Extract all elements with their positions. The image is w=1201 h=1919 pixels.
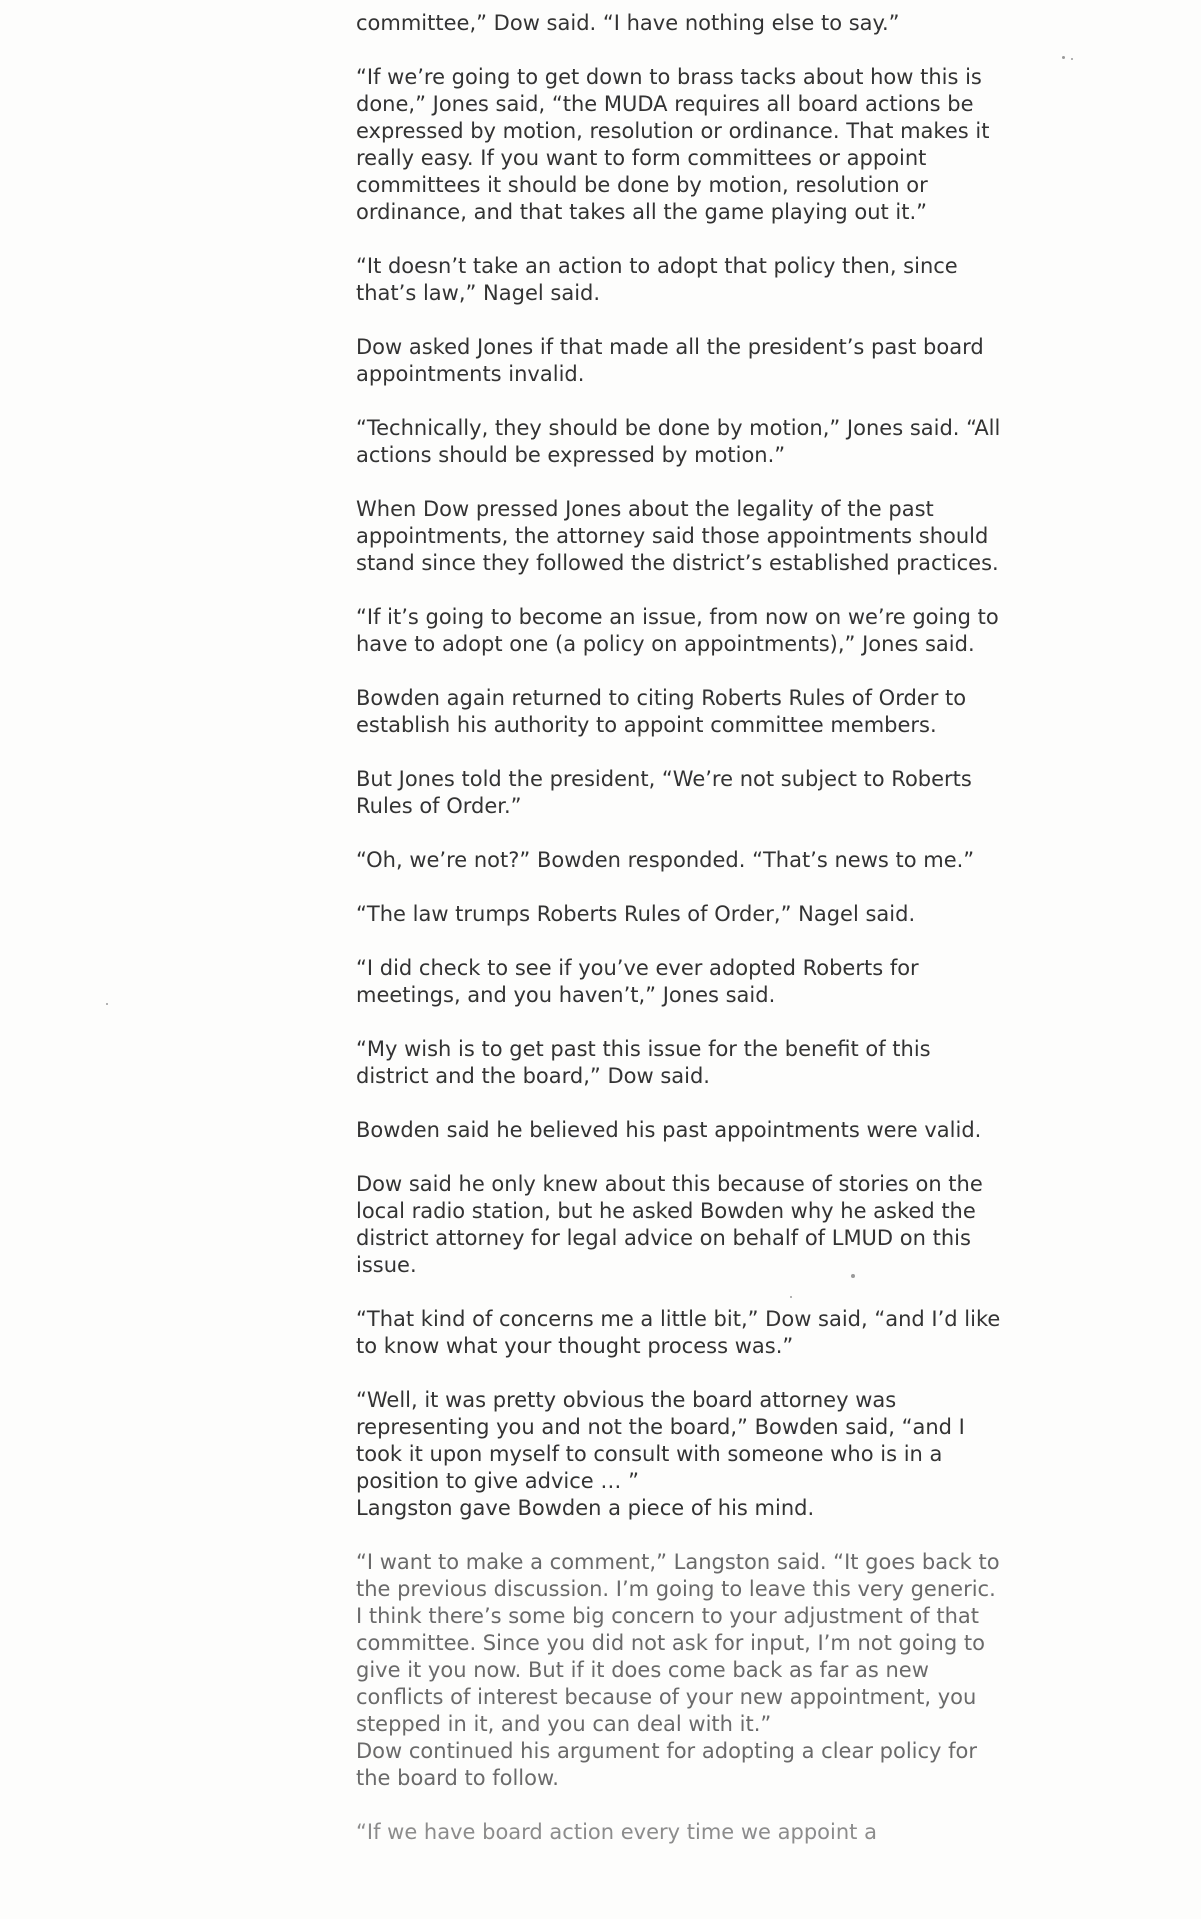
paragraph: Dow asked Jones if that made all the president’s past board appointments invalid. [356, 335, 984, 386]
paragraph: “That kind of concerns me a little bit,” Dow said, “and I’d like to know what your thought process was.” [356, 1307, 1001, 1358]
paragraph: “Well, it was pretty obvious the board attorney was representing you and not the board,” Bowden said, “and I took it upon myself to consult with someone who is in a position to give advice … ” [356, 1388, 965, 1493]
scan-speck [790, 1296, 792, 1298]
scan-speck [1071, 58, 1073, 60]
paragraph: Bowden said he believed his past appointments were valid. [356, 1118, 982, 1142]
paragraph: Dow continued his argument for adopting a clear policy for the board to follow. [356, 1739, 978, 1790]
paragraph: But Jones told the president, “We’re not subject to Roberts Rules of Order.” [356, 767, 972, 818]
paragraph: “Oh, we’re not?” Bowden responded. “That’s news to me.” [356, 848, 975, 872]
paragraph: “I did check to see if you’ve ever adopted Roberts for meetings, and you haven’t,” Jones said. [356, 956, 919, 1007]
paragraph: “If it’s going to become an issue, from now on we’re going to have to adopt one (a policy on appointments),” Jones said. [356, 605, 999, 656]
paragraph: “It doesn’t take an action to adopt that policy then, since that’s law,” Nagel said. [356, 254, 958, 305]
scan-speck [851, 1274, 855, 1278]
paragraph: Langston gave Bowden a piece of his mind. [356, 1496, 815, 1520]
paragraph: When Dow pressed Jones about the legality of the past appointments, the attorney said those appointments should stand since they followed the district’s established practices. [356, 497, 999, 575]
paragraph: “Technically, they should be done by motion,” Jones said. “All actions should be expressed by motion.” [356, 416, 1001, 467]
paragraph: “If we’re going to get down to brass tacks about how this is done,” Jones said, “the MUDA requires all board actions be expressed by motion, resolution or ordinance. That makes it really easy. If you want to form committees or appoint committees it should be done by motion, resolution or ordinance, and that takes all the game playing out it.” [356, 65, 990, 224]
paragraph: committee,” Dow said. “I have nothing else to say.” [356, 11, 900, 35]
paragraph: “The law trumps Roberts Rules of Order,” Nagel said. [356, 902, 916, 926]
paragraph: Bowden again returned to citing Roberts Rules of Order to establish his authority to appoint committee members. [356, 686, 967, 737]
paragraph: “I want to make a comment,” Langston said. “It goes back to the previous discussion. I’m going to leave this very generic. I think there’s some big concern to your adjustment of that committee. Since you did not ask for input, I’m not going to give it you now. But if it does come back as far as new conflicts of interest because of your new appointment, you stepped in it, and you can deal with it.” [356, 1550, 1000, 1736]
paragraph: “If we have board action every time we appoint a [356, 1820, 877, 1844]
paragraph: Dow said he only knew about this because of stories on the local radio station, but he asked Bowden why he asked the district attorney for legal advice on behalf of LMUD on this issue. [356, 1172, 983, 1277]
scan-speck [106, 1003, 108, 1005]
paragraph: “My wish is to get past this issue for the benefit of this district and the board,” Dow said. [356, 1037, 931, 1088]
scan-speck [1062, 56, 1065, 59]
article-column [356, 10, 1056, 1873]
